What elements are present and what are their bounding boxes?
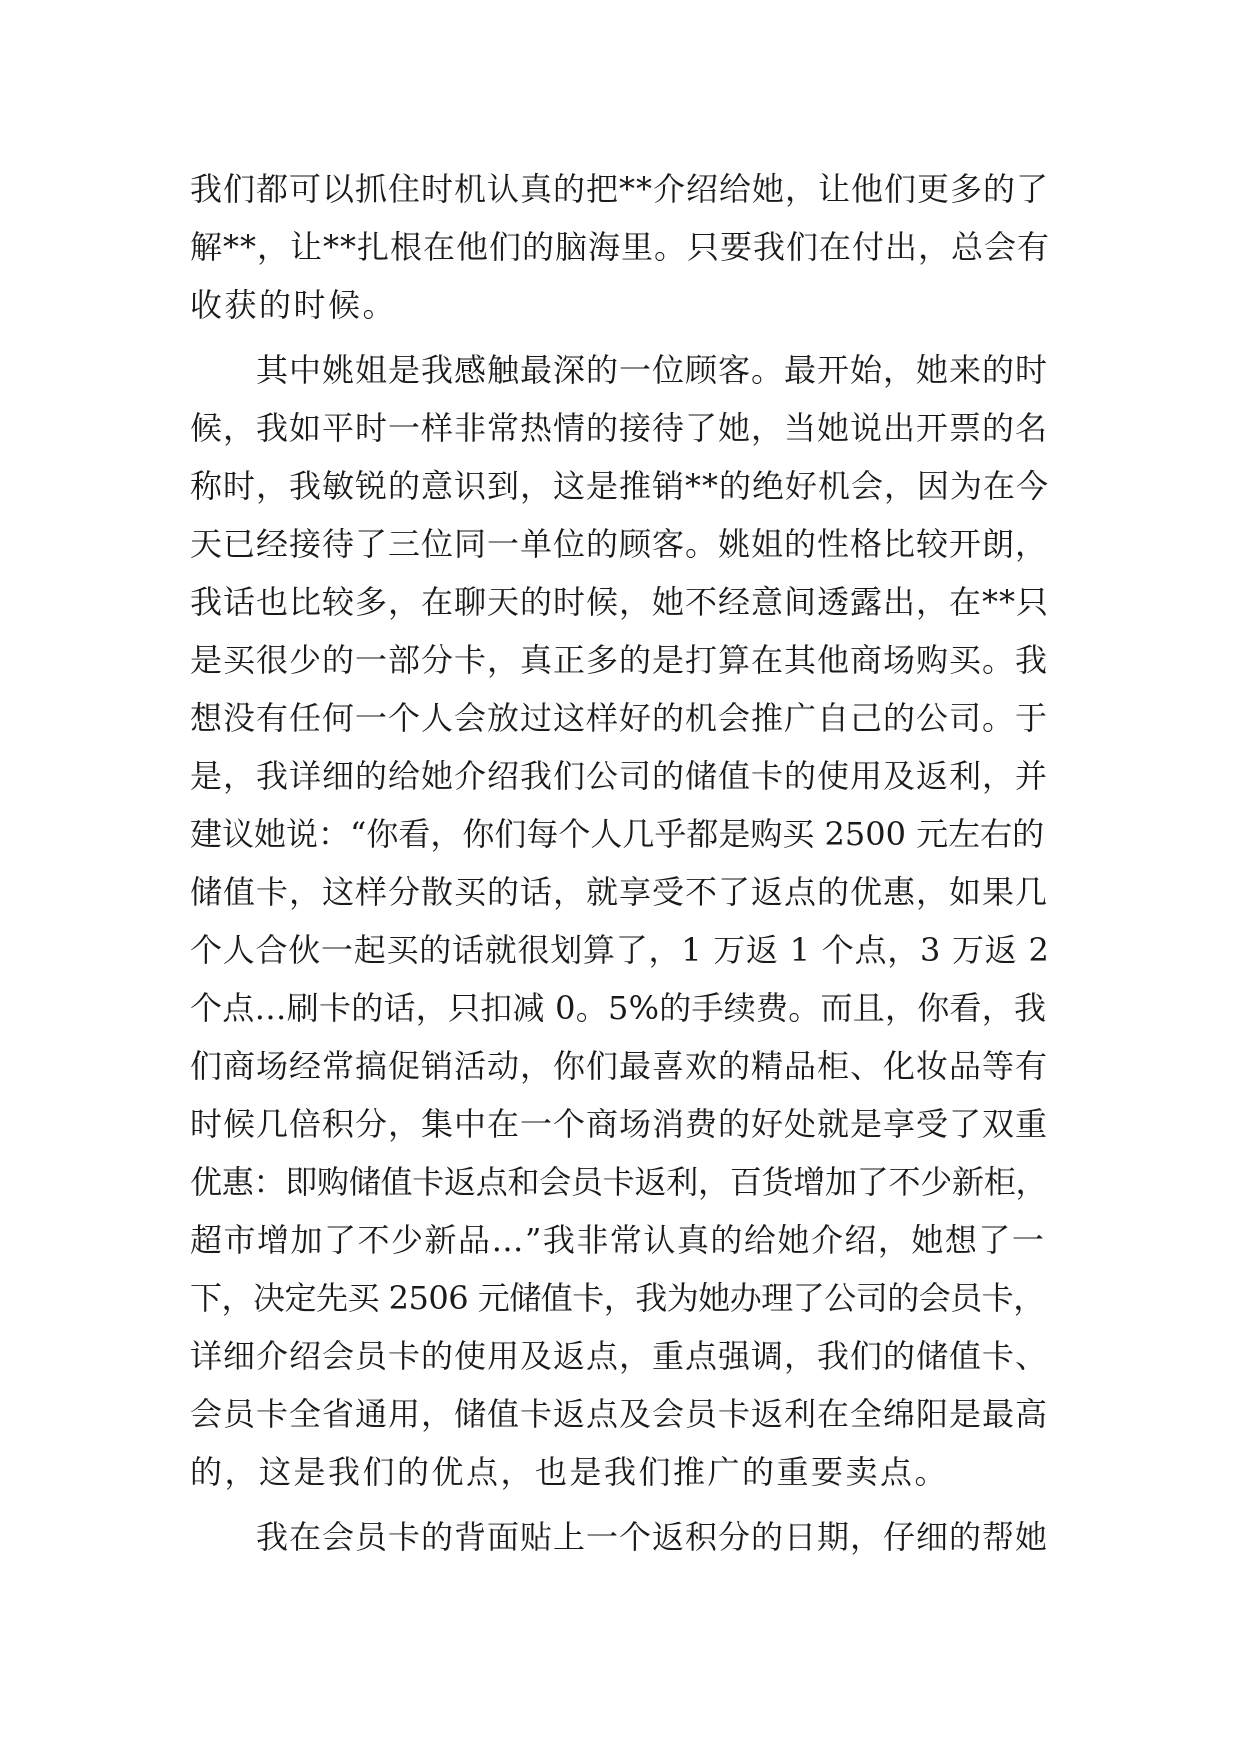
paragraph-1-line-1: 我们都可以抓住时机认真的把**介绍给她，让他们更多的了 xyxy=(190,170,1050,208)
paragraph-2-line-17: 下，决定先买 2506 元储值卡，我为她办理了公司的会员卡， xyxy=(190,1279,1045,1317)
paragraph-2-line-7: 想没有任何一个人会放过这样好的机会推广自己的公司。于 xyxy=(190,699,1049,737)
paragraph-2-line-6: 是买很少的一部分卡，真正多的是打算在其他商场购买。我 xyxy=(190,641,1049,679)
paragraph-2-line-11: 个人合伙一起买的话就很划算了，1 万返 1 个点，3 万返 2 xyxy=(190,931,1050,969)
paragraph-2-line-19: 会员卡全省通用，储值卡返点及会员卡返利在全绵阳是最高 xyxy=(190,1395,1049,1433)
paragraph-2-line-8: 是，我详细的给她介绍我们公司的储值卡的使用及返利，并 xyxy=(190,757,1049,795)
paragraph-1-line-3: 收获的时候。 xyxy=(190,286,398,324)
paragraph-2-line-1: 其中姚姐是我感触最深的一位顾客。最开始，她来的时 xyxy=(256,351,1049,389)
paragraph-2-line-5: 我话也比较多，在聊天的时候，她不经意间透露出，在**只 xyxy=(190,583,1050,621)
paragraph-2-line-14: 时候几倍积分，集中在一个商场消费的好处就是享受了双重 xyxy=(190,1105,1049,1143)
paragraph-2-line-12: 个点…刷卡的话，只扣减 0。5%的手续费。而且，你看，我 xyxy=(190,989,1047,1027)
paragraph-2-line-16: 超市增加了不少新品…”我非常认真的给她介绍，她想了一 xyxy=(190,1221,1046,1259)
paragraph-2-line-2: 候，我如平时一样非常热情的接待了她，当她说出开票的名 xyxy=(190,409,1049,447)
paragraph-2-line-9: 建议她说：“你看，你们每个人几乎都是购买 2500 元左右的 xyxy=(190,815,1045,853)
paragraph-2-line-13: 们商场经常搞促销活动，你们最喜欢的精品柜、化妆品等有 xyxy=(190,1047,1049,1085)
paragraph-1-line-2: 解**，让**扎根在他们的脑海里。只要我们在付出，总会有 xyxy=(190,228,1051,266)
paragraph-3-line-1: 我在会员卡的背面贴上一个返积分的日期，仔细的帮她 xyxy=(256,1518,1049,1556)
paragraph-2-line-10: 储值卡，这样分散买的话，就享受不了返点的优惠，如果几 xyxy=(190,873,1049,911)
paragraph-2-line-3: 称时，我敏锐的意识到，这是推销**的绝好机会，因为在今 xyxy=(190,467,1050,505)
paragraph-2-line-18: 详细介绍会员卡的使用及返点，重点强调，我们的储值卡、 xyxy=(190,1337,1049,1375)
paragraph-2-line-20: 的，这是我们的优点，也是我们推广的重要卖点。 xyxy=(190,1453,950,1491)
paragraph-2-line-4: 天已经接待了三位同一单位的顾客。姚姐的性格比较开朗， xyxy=(190,525,1049,563)
document-body xyxy=(190,160,1050,1566)
paragraph-2-line-15: 优惠：即购储值卡返点和会员卡返利，百货增加了不少新柜， xyxy=(190,1163,1048,1201)
